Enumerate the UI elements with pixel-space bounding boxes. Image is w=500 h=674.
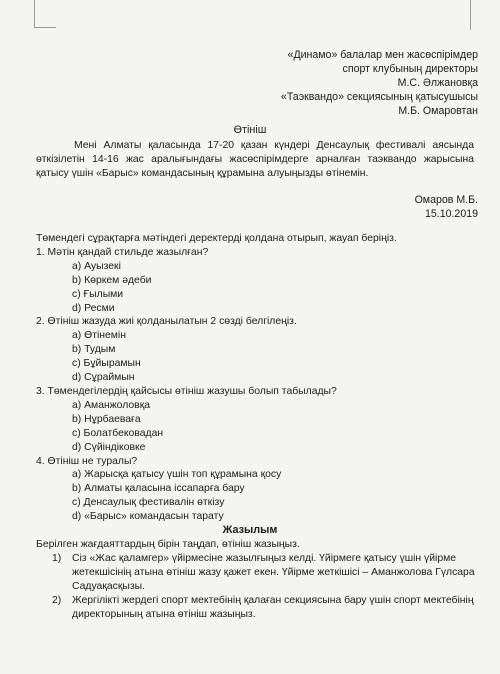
header-line: спорт клубының директоры <box>342 63 478 75</box>
header-line: М.С. Әлжановқа <box>397 77 478 89</box>
addressee-header <box>281 48 478 118</box>
task-number: 1) <box>52 552 62 564</box>
question-text: 3. Төмендегілердің қайсысы өтініш жазушы болып табылады? <box>36 385 337 397</box>
task-number: 2) <box>52 594 62 606</box>
task-text: Жергілікті жердегі спорт мектебінің қалаған секциясына бару үшін спорт мектебінің директорының атына өтініш жазыңыз. <box>72 594 474 620</box>
answer-option: a) Аманжоловқа <box>72 399 151 411</box>
answer-option: a) Ауызекі <box>72 260 121 272</box>
answer-option: c) Болатбековадан <box>72 427 164 439</box>
signature-name: Омаров М.Б. <box>414 194 478 206</box>
answer-option: c) Бұйырамын <box>72 358 141 370</box>
crop-mark-right-vertical <box>470 0 471 30</box>
writing-section-title: Жазылым <box>222 524 278 536</box>
answer-option: a) Жарысқа қатысу үшін топ құрамына қосу <box>72 469 282 481</box>
question-text: 1. Мәтін қандай стильде жазылған? <box>36 246 209 258</box>
header-line: «Таэквандо» секциясының қатысушысы <box>280 91 478 103</box>
crop-mark-left-vertical <box>34 0 35 28</box>
answer-option: d) Сүйіндіковке <box>72 441 146 453</box>
header-line: М.Б. Омаровтан <box>398 105 478 117</box>
answer-option: a) Өтінемін <box>72 330 126 342</box>
writing-task <box>36 552 476 594</box>
question-text: 2. Өтініш жазуда жиі қолданылатын 2 сөзді белгілеңіз. <box>36 316 297 328</box>
answer-option: d) «Барыс» командасын тарату <box>72 511 224 523</box>
signature-date: 15.10.2019 <box>424 208 478 220</box>
answer-option: b) Тудым <box>72 344 116 356</box>
signature-block <box>415 193 478 221</box>
writing-section <box>36 538 476 621</box>
task-text: Сіз «Жас қаламгер» үйірмесіне жазылғыңыз келді. Үйірмеге қатысу үшін үйірме жетекшісінің атына өтініш жазу қажет екен. Үйірме жеткішісі – Аманжолова Гүлсара Садуақасқызы. <box>72 552 475 592</box>
application-title: Өтініш <box>233 124 267 136</box>
answer-option: b) Алматы қаласына іссапарға бару <box>72 483 245 495</box>
question-text: 4. Өтініш не туралы? <box>36 455 138 467</box>
header-line: «Динамо» балалар мен жасөспірімдер <box>287 49 478 61</box>
answer-option: c) Ғылыми <box>72 288 124 300</box>
answer-option: b) Көркем әдеби <box>72 274 152 286</box>
application-body: Мені Алматы қаласында 17-20 қазан күндері Денсаулық фестивалі аясында өткізілетін 14-16 жас аралығындағы жасөспірімдерге арналған таэквандо жарысына қатысу үшін «Барыс» командасының құрамына алуыңызды өтінемін. <box>36 140 474 179</box>
answer-option: c) Денсаулық фестивалін өткізу <box>72 497 225 509</box>
questions-instruction: Төмендегі сұрақтарға мәтіндегі деректерді қолдана отырып, жауап беріңіз. <box>36 233 397 244</box>
crop-mark-left-horizontal <box>34 27 56 28</box>
writing-instruction: Берілген жағдаяттардың бірін таңдап, өтініш жазыңыз. <box>36 539 300 550</box>
questions-section <box>36 232 476 524</box>
answer-option: d) Сұраймын <box>72 372 135 384</box>
writing-task <box>36 594 476 622</box>
answer-option: d) Ресми <box>72 302 115 314</box>
answer-option: b) Нұрбаеваға <box>72 413 141 425</box>
